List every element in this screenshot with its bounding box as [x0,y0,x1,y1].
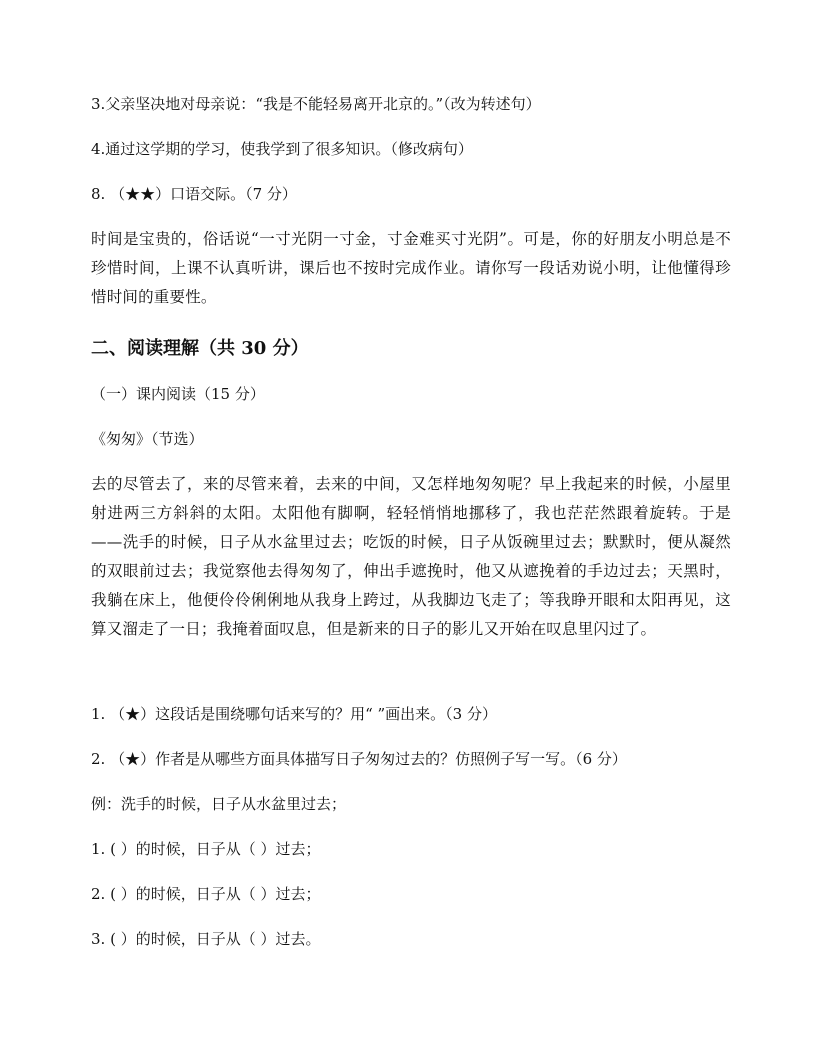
passage-text: 去的尽管去了，来的尽管来着，去来的中间，又怎样地匆匆呢？早上我起来的时候，小屋里射进两三方斜斜的太阳。太阳他有脚啊，轻轻悄悄地挪移了，我也茫茫然跟着旋转。于是——洗手的时候，日子从水盆里过去；吃饭的时候，日子从饭碗里过去；默默时，便从凝然的双眼前过去；我觉察他去得匆匆了，伸出手遮挽时，他又从遮挽着的手边过去；天黑时，我躺在床上，他便伶伶俐俐地从我身上跨过，从我脚边飞走了；等我睁开眼和太阳再见，这算又溜走了一日；我掩着面叹息，但是新来的日子的影儿又开始在叹息里闪过了。 [91,475,731,638]
subsection-heading: （一）课内阅读（15 分） [91,385,265,403]
question-3-rewrite: 3.父亲坚决地对母亲说：“我是不能轻易离开北京的。”（改为转述句） [91,95,541,113]
question-8-text: 时间是宝贵的，俗话说“一寸光阴一寸金，寸金难买寸光阴”。可是，你的好朋友小明总是不珍惜时间，上课不认真听讲，课后也不按时完成作业。请你写一段话劝说小明，让他懂得珍惜时间的重要性。 [91,230,731,306]
fill-blank-line-2: 2. ( ）的时候，日子从（ ）过去； [91,885,321,903]
example-line: 例：洗手的时候，日子从水盆里过去； [91,795,347,813]
reading-question-1: 1. （★）这段话是围绕哪句话来写的？用“ ”画出来。（3 分） [91,705,497,723]
fill-blank-line-3: 3. ( ）的时候，日子从（ ）过去。 [91,930,321,948]
question-8-title: 8. （★★）口语交际。（7 分） [91,185,297,203]
section-heading-reading: 二、阅读理解（共 30 分） [91,338,309,359]
question-4-correct-sentence: 4.通过这学期的学习，使我学到了很多知识。（修改病句） [91,140,473,158]
fill-blank-line-1: 1. ( ）的时候，日子从（ ）过去； [91,840,321,858]
reading-question-2: 2. （★）作者是从哪些方面具体描写日子匆匆过去的？仿照例子写一写。（6 分） [91,750,627,768]
passage-title: 《匆匆》（节选） [91,430,204,448]
